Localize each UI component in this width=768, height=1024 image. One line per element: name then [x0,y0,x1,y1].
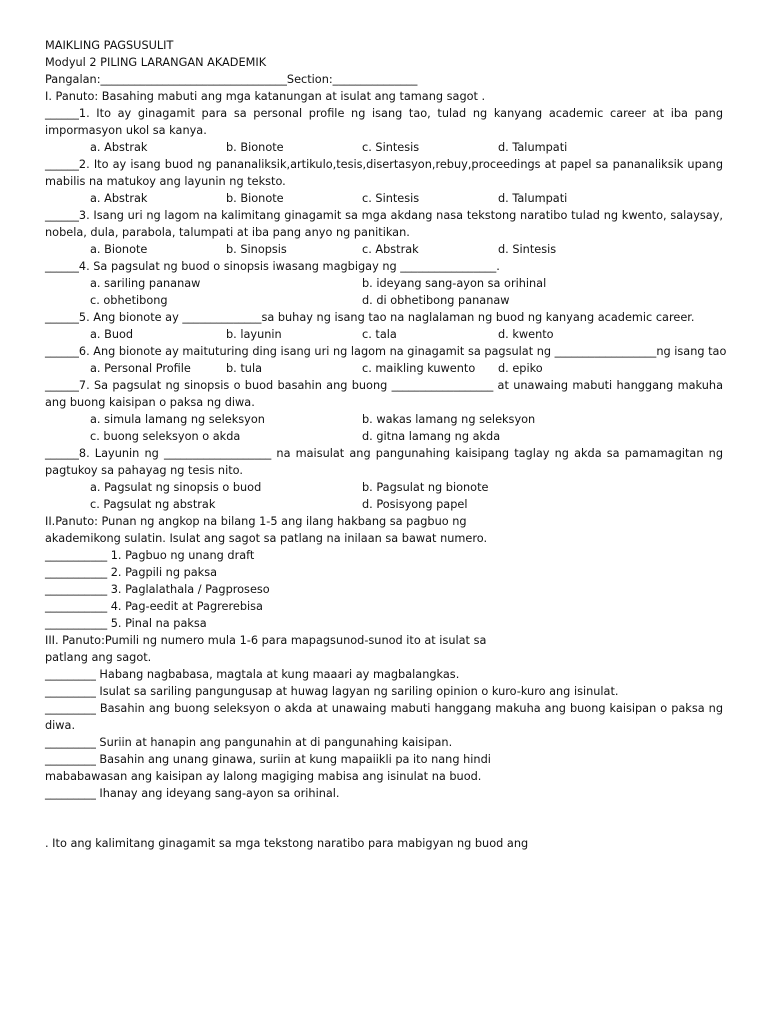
choice-a: a. Pagsulat ng sinopsis o buod [90,481,262,494]
question-1: ______1. Ito ay ginagamit para sa personal profile ng isang tao, tulad ng kanyang academic career at iba pang impormasyon ukol sa kanya. [45,107,723,137]
part2-item: ___________ 3. Paglalathala / Pagproseso [45,583,270,596]
question-8-choices [45,479,723,513]
choice-a: a. Buod [90,328,134,341]
part2-item: ___________ 1. Pagbuo ng unang draft [45,549,255,562]
question-6: ______6. Ang bionote ay maituturing ding isang uri ng lagom na ginagamit sa pagsulat ng __________________ng isang tao [45,345,727,358]
question-1-choices [45,139,723,156]
choice-b: b. tula [226,362,263,375]
choice-b: b. Pagsulat ng bionote [362,481,489,494]
part2-item: ___________ 4. Pag-eedit at Pagrerebisa [45,600,263,613]
choice-d: d. Talumpati [498,141,568,154]
choice-b: b. Bionote [226,141,284,154]
question-6-choices [45,360,723,377]
question-8: ______8. Layunin ng ___________________ na maisulat ang pangunahing kaisipang taglay ng akda sa pamamagitan ng pagtukoy sa pahayag ng tesis nito. [45,447,723,477]
part1-instruction: I. Panuto: Basahing mabuti ang mga katanungan at isulat ang tamang sagot . [45,90,486,103]
choice-c: c. tala [362,328,397,341]
choice-c: c. Sintesis [362,141,420,154]
choice-c: c. obhetibong [90,294,168,307]
choice-b: b. wakas lamang ng seleksyon [362,413,536,426]
choice-b: b. Bionote [226,192,284,205]
choice-b: b. Sinopsis [226,243,287,256]
choice-a: a. sariling pananaw [90,277,201,290]
part2-instruction-line-1: II.Panuto: Punan ng angkop na bilang 1-5 ang ilang hakbang sa pagbuo ng [45,515,467,528]
part3-item: _________ Habang nagbabasa, magtala at kung maaari ay magbalangkas. [45,668,460,681]
choice-a: a. Personal Profile [90,362,191,375]
choice-a: a. simula lamang ng seleksyon [90,413,265,426]
part2-item: ___________ 2. Pagpili ng paksa [45,566,218,579]
question-3: ______3. Isang uri ng lagom na kalimitang ginagamit sa mga akdang nasa tekstong naratibo tulad ng kwento, salaysay, nobela, dula, parabola, talumpati at iba pang anyo ng panitikan. [45,209,723,239]
part2-instruction-line-2: akademikong sulatin. Isulat ang sagot sa patlang na inilaan sa bawat numero. [45,532,488,545]
module-title: Modyul 2 PILING LARANGAN AKADEMIK [45,56,267,69]
question-2: ______2. Ito ay isang buod ng pananaliksik,artikulo,tesis,disertasyon,rebuy,proceedings at papel sa pananaliksik upang mabilis na matukoy ang layunin ng teksto. [45,158,723,188]
choice-b: b. ideyang sang-ayon sa orihinal [362,277,547,290]
question-5-choices [45,326,723,343]
question-5: ______5. Ang bionote ay ______________sa buhay ng isang tao na naglalaman ng buod ng kanyang academic career. [45,311,695,324]
choice-c: c. Abstrak [362,243,419,256]
question-7-choices [45,411,723,445]
spacer [45,802,723,835]
footer-note: . Ito ang kalimitang ginagamit sa mga tekstong naratibo para mabigyan ng buod ang [45,837,529,850]
choice-d: d. Sintesis [498,243,557,256]
choice-d: d. Posisyong papel [362,498,468,511]
choice-c: c. maikling kuwento [362,362,476,375]
choice-a: a. Abstrak [90,192,148,205]
choice-a: a. Abstrak [90,141,148,154]
choice-c: c. Sintesis [362,192,420,205]
part3-item: _________ Basahin ang buong seleksyon o akda at unawaing mabuti hanggang makuha ang buong kaisipan o paksa ng diwa. [45,702,723,732]
part2-item: ___________ 5. Pinal na paksa [45,617,207,630]
choice-d: d. kwento [498,328,554,341]
part3-item: _________ Ihanay ang ideyang sang-ayon sa orihinal. [45,787,340,800]
part3-item-continuation: mababawasan ang kaisipan ay lalong magiging mabisa ang isinulat na buod. [45,770,482,783]
choice-c: c. buong seleksyon o akda [90,430,241,443]
part3-instruction-line-2: patlang ang sagot. [45,651,152,664]
choice-d: d. Talumpati [498,192,568,205]
part3-item: _________ Isulat sa sariling pangungusap at huwag lagyan ng sariling opinion o kuro-kuro ang isinulat. [45,685,619,698]
choice-a: a. Bionote [90,243,148,256]
question-7: ______7. Sa pagsulat ng sinopsis o buod basahin ang buong __________________ at unawaing mabuti hanggang makuha ang buong kaisipan o paksa ng diwa. [45,379,723,409]
part3-item: _________ Suriin at hanapin ang pangunahin at di pangunahing kaisipan. [45,736,453,749]
question-2-choices [45,190,723,207]
choice-b: b. layunin [226,328,282,341]
quiz-title: MAIKLING PAGSUSULIT [45,39,174,52]
part3-instruction-line-1: III. Panuto:Pumili ng numero mula 1-6 para mapagsunod-sunod ito at isulat sa [45,634,487,647]
question-3-choices [45,241,723,258]
choice-c: c. Pagsulat ng abstrak [90,498,216,511]
choice-d: d. gitna lamang ng akda [362,430,501,443]
quiz-page [45,37,727,852]
question-4: ______4. Sa pagsulat ng buod o sinopsis iwasang magbigay ng _________________. [45,260,500,273]
part3-item: _________ Basahin ang unang ginawa, suriin at kung mapaiikli pa ito nang hindi [45,753,491,766]
choice-d: d. di obhetibong pananaw [362,294,510,307]
choice-d: d. epiko [498,362,543,375]
name-section-line: Pangalan:_________________________________Section:_______________ [45,73,418,86]
question-4-choices [45,275,723,309]
